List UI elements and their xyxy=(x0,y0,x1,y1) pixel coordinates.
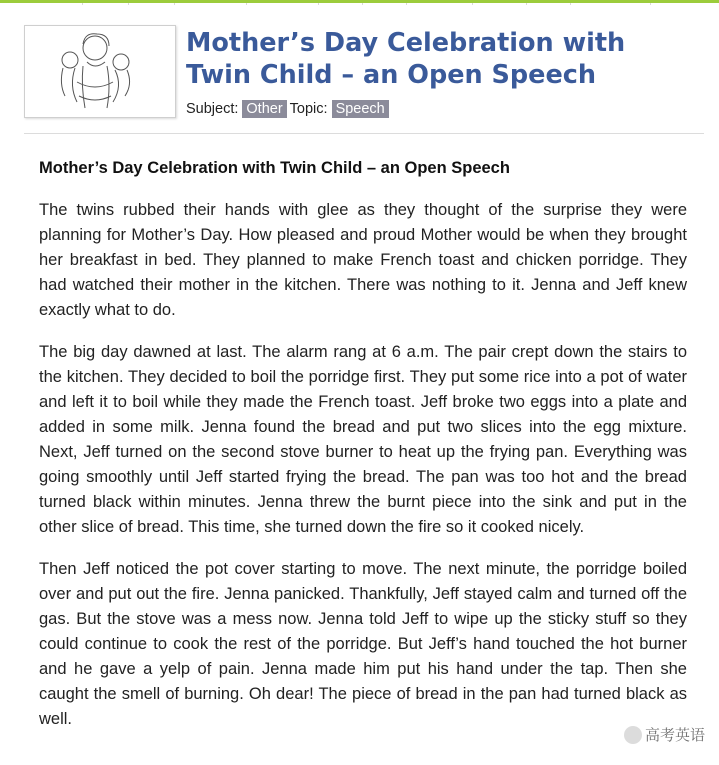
article-meta xyxy=(186,100,392,118)
watermark-text: 高考英语 xyxy=(644,727,705,744)
article-paragraph: Then Jeff noticed the pot cover starting to move. The next minute, the porridge boiled over and put out the fire. Jenna panicked. Thankfully, Jeff stayed calm and turned off the gas. But the stove was a mess now. Jenna told Jeff to wipe up the sticky stuff so they could continue to cook the rest of the porridge. But Jeff’s hand touched the hot burner and he gave a yelp of pain. Jenna made him put his hand under the tap. Then she caught the smell of burning. Oh dear! The piece of bread in the pan had turned black as well. xyxy=(39,560,687,728)
topic-badge[interactable]: Speech xyxy=(332,100,389,118)
topic-label: Topic: xyxy=(289,101,328,117)
article-thumbnail[interactable] xyxy=(24,25,176,118)
article-paragraph: The twins rubbed their hands with glee as they thought of the surprise they were planning for Mother’s Day. How pleased and proud Mother would be when they brought her breakfast in bed. They planned to make French toast and chicken porridge. They had watched their mother in the kitchen. There was nothing to it. Jenna and Jeff knew exactly what to do. xyxy=(39,201,687,319)
article-header xyxy=(24,25,704,133)
article-heading: Mother’s Day Celebration with Twin Child – an Open Speech xyxy=(39,159,510,177)
nav-menu-stub xyxy=(0,3,719,5)
subject-badge[interactable]: Other xyxy=(242,100,286,118)
watermark xyxy=(624,724,705,745)
article-body xyxy=(39,158,687,749)
article-paragraph: The big day dawned at last. The alarm rang at 6 a.m. The pair crept down the stairs to the kitchen. They decided to boil the porridge first. They put some rice into a pot of water and left it to boil while they made the French toast. Jeff broke two eggs into a plate and added in some milk. Jenna found the bread and put two slices into the egg mixture. Next, Jeff turned on the second stove burner to heat up the frying pan. Everything was going smoothly until Jeff started frying the bread. The pan was too hot and the bread turned black within minutes. Jenna threw the burnt piece into the sink and put in the other slice of bread. This time, she turned down the fire so it cooked nicely. xyxy=(39,343,687,536)
mother-children-illustration-icon xyxy=(25,26,175,117)
header-divider xyxy=(24,133,704,134)
watermark-logo-icon xyxy=(624,726,642,744)
subject-label: Subject: xyxy=(186,101,239,117)
page-title: Mother’s Day Celebration with Twin Child – an Open Speech xyxy=(186,28,626,90)
